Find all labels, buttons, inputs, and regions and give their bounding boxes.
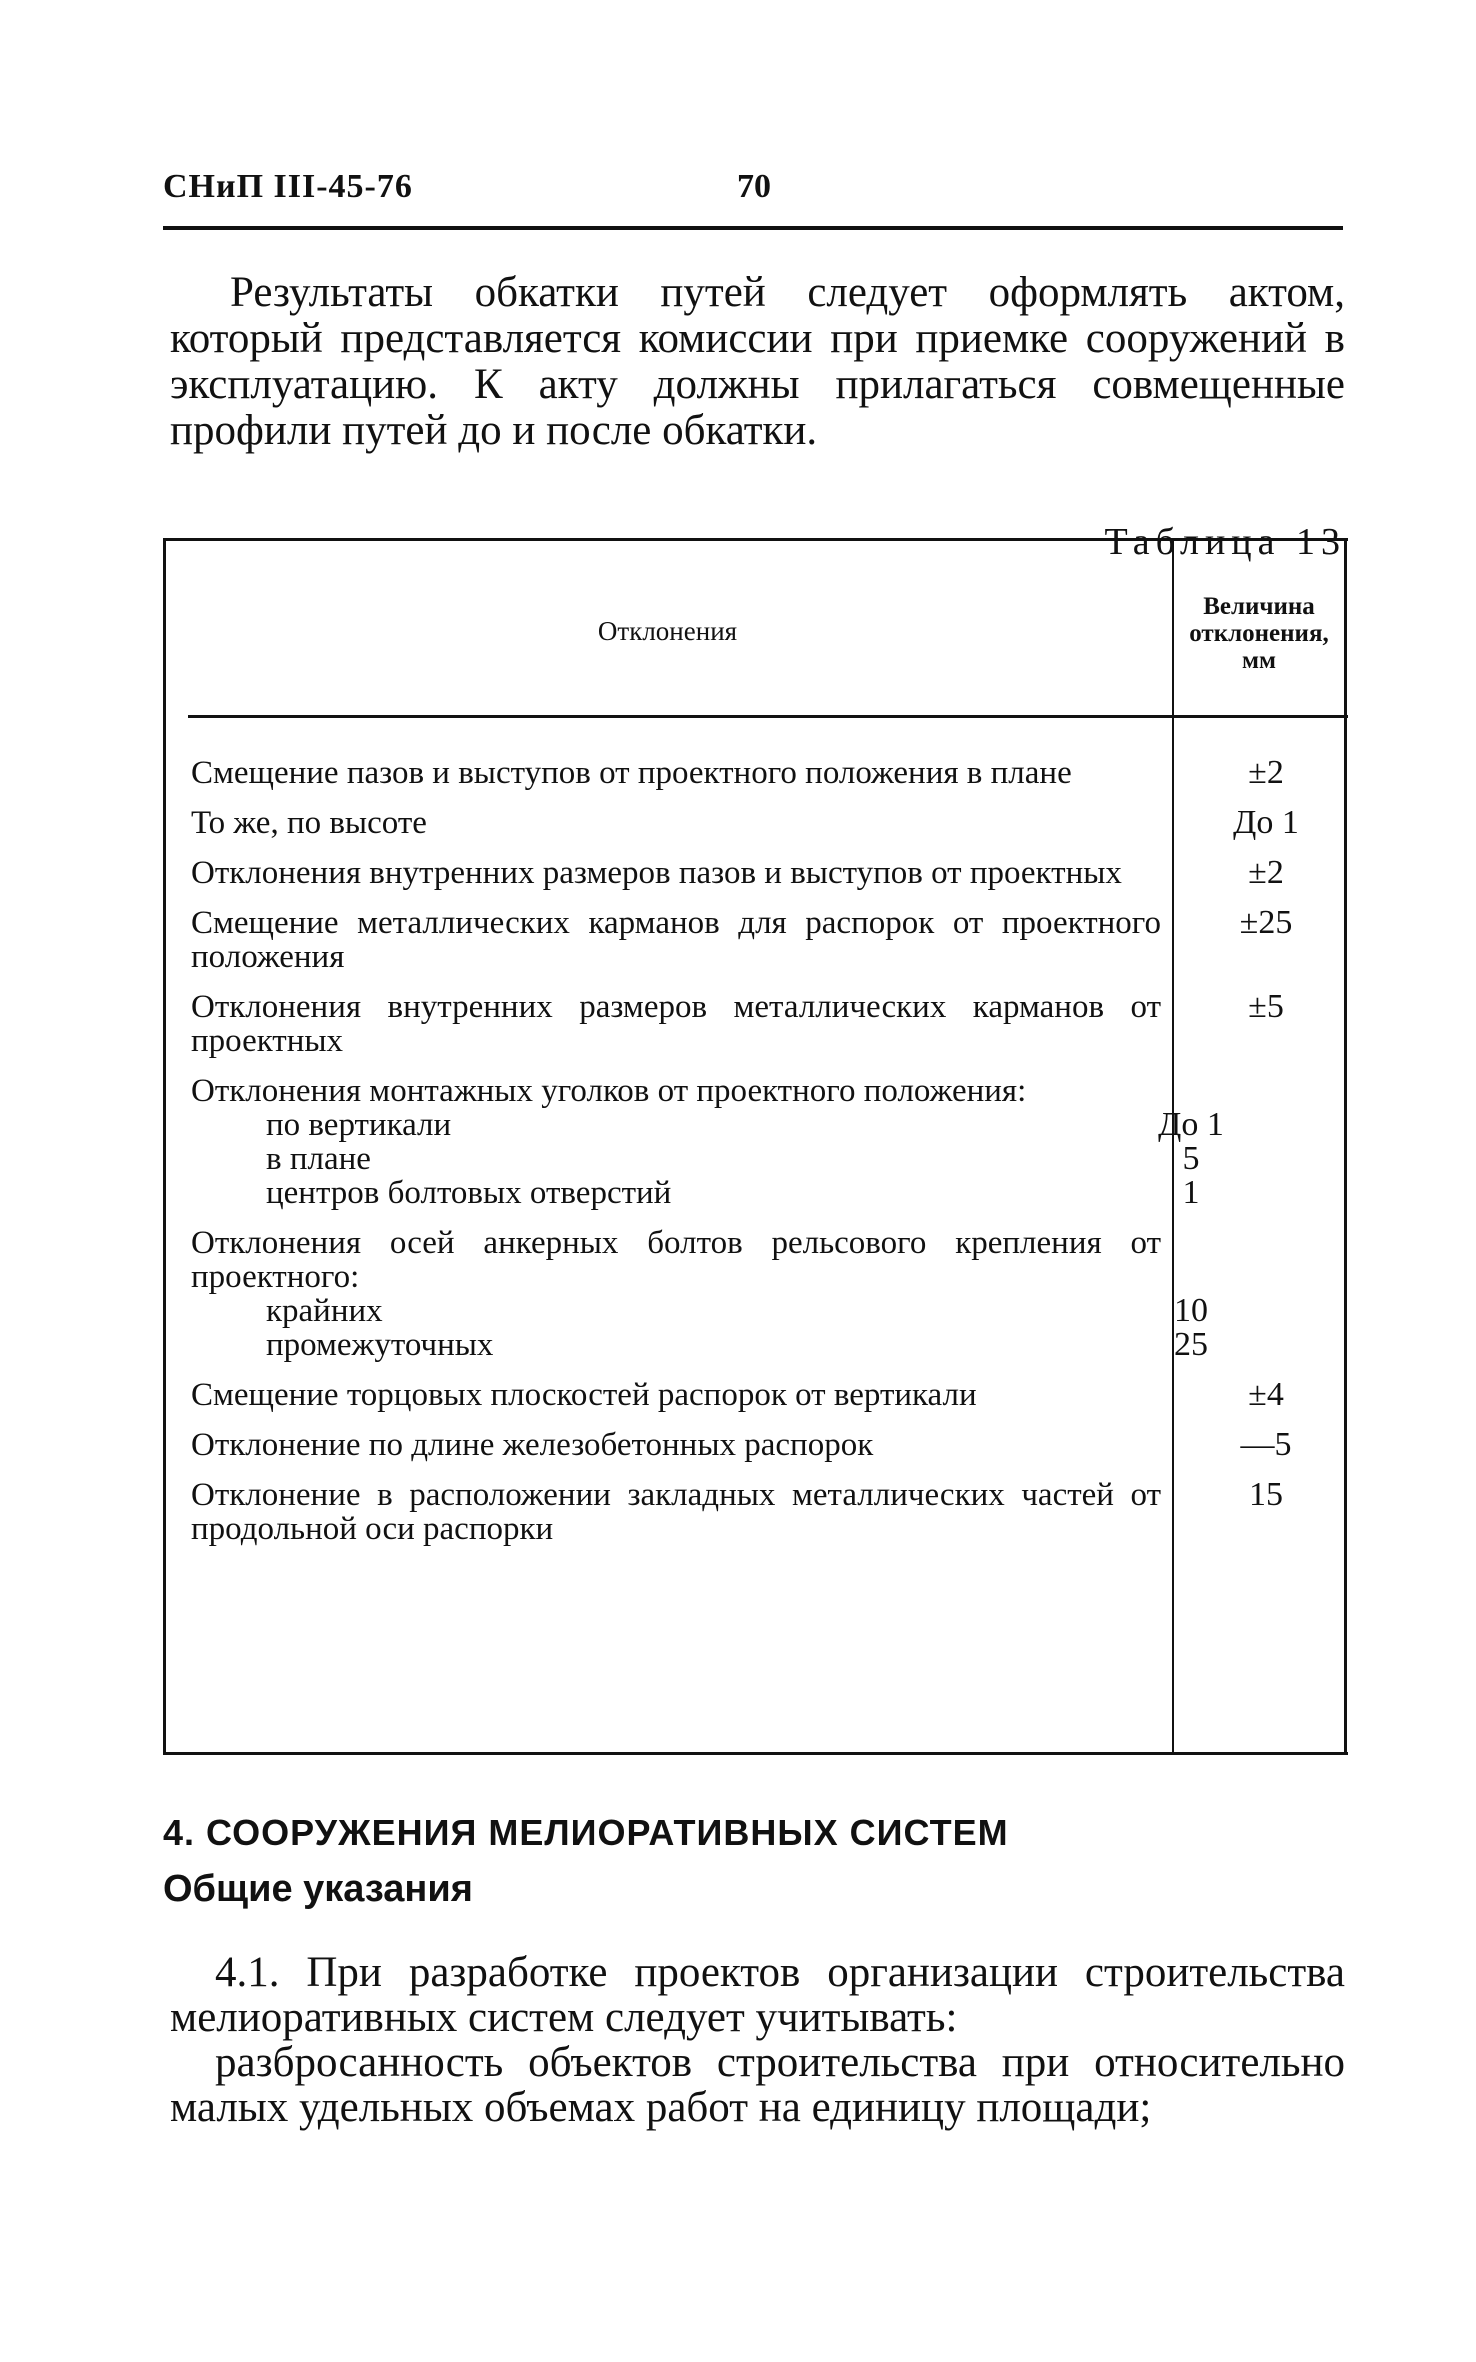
row-value: ±2	[1248, 854, 1284, 891]
table-row	[191, 854, 1284, 891]
table-row	[191, 904, 1293, 975]
row-text: Отклонение в расположении закладных металлических частей от продольной оси распорки	[191, 1477, 1161, 1547]
row-text: То же, по высоте	[191, 805, 427, 841]
table-row	[191, 804, 1299, 841]
header-value: Величина отклонения, мм	[1189, 593, 1329, 674]
header-deviation: Отклонения	[597, 616, 738, 646]
table-row	[191, 988, 1284, 1059]
row-value: До 1	[1233, 804, 1299, 841]
row-value: До 1	[1158, 1106, 1224, 1143]
table-row-group	[191, 1073, 1224, 1211]
table-subrow	[191, 1140, 1200, 1177]
intro-paragraph	[170, 270, 1345, 454]
row-text: Отклонения внутренних размеров металлических карманов от проектных	[191, 989, 1161, 1059]
page-number: 70	[737, 168, 771, 205]
table-top-rule	[163, 538, 1348, 541]
document-code: СНиП III-45-76	[163, 168, 413, 205]
row-text: Отклонения осей анкерных болтов рельсового крепления от проектного:	[191, 1225, 1161, 1295]
subrow-text: промежуточных	[266, 1327, 494, 1363]
table-subrow	[191, 1106, 1224, 1143]
table-subrow	[191, 1326, 1208, 1363]
table-right-rule	[1344, 538, 1347, 1755]
subrow-text: центров болтовых отверстий	[266, 1175, 672, 1211]
subrow-text: в плане	[266, 1141, 371, 1177]
row-text: Отклонения внутренних размеров пазов и выступов от проектных	[191, 855, 1122, 891]
row-text: Отклонения монтажных уголков от проектного положения:	[191, 1073, 1027, 1109]
table-subrow	[191, 1174, 1200, 1211]
table-row	[191, 1426, 1292, 1463]
table-body	[191, 754, 1299, 1562]
subrow-text: по вертикали	[266, 1107, 452, 1143]
table-row	[191, 754, 1284, 791]
table-row-group	[191, 1225, 1208, 1363]
table-row	[191, 1476, 1283, 1547]
row-text: Смещение металлических карманов для распорок от проектного положения	[191, 905, 1161, 975]
row-value: 5	[1182, 1140, 1200, 1177]
deviation-table	[163, 538, 1348, 1755]
row-value: ±25	[1239, 904, 1293, 941]
intro-text: Результаты обкатки путей следует оформлять актом, который представляется комиссии при приемке сооружений в эксплуатацию. К акту должны прилагаться совмещенные профили путей до и после обкатки.	[170, 269, 1345, 454]
row-value: ±4	[1248, 1376, 1284, 1413]
row-value: ±5	[1248, 988, 1284, 1025]
table-label: Таблица 13	[1104, 521, 1346, 563]
paragraph: 4.1. При разработке проектов организации строительства мелиоративных систем следует учитывать:	[170, 1949, 1345, 2041]
table-bottom-rule	[163, 1752, 1348, 1755]
row-value: 15	[1249, 1476, 1283, 1513]
header-rule	[163, 226, 1343, 230]
table-header-rule	[188, 715, 1348, 718]
row-text: Смещение пазов и выступов от проектного положения в плане	[191, 755, 1072, 791]
row-value: 25	[1174, 1326, 1208, 1363]
row-value: —5	[1240, 1426, 1292, 1463]
subsection-title: Общие указания	[163, 1868, 473, 1910]
paragraph: разбросанность объектов строительства при относительно малых удельных объемах работ на единицу площади;	[170, 2039, 1345, 2131]
table-left-rule	[163, 538, 166, 1755]
subrow-text: крайних	[266, 1293, 383, 1329]
body-text	[170, 1950, 1345, 2130]
row-value: ±2	[1248, 754, 1284, 791]
row-text: Отклонение по длине железобетонных распорок	[191, 1427, 874, 1463]
row-value: 10	[1174, 1292, 1208, 1329]
row-text: Смещение торцовых плоскостей распорок от вертикали	[191, 1377, 977, 1413]
table-subrow	[191, 1292, 1208, 1329]
row-value: 1	[1182, 1174, 1200, 1211]
section-title: 4. СООРУЖЕНИЯ МЕЛИОРАТИВНЫХ СИСТЕМ	[163, 1812, 1009, 1853]
table-row	[191, 1376, 1284, 1413]
